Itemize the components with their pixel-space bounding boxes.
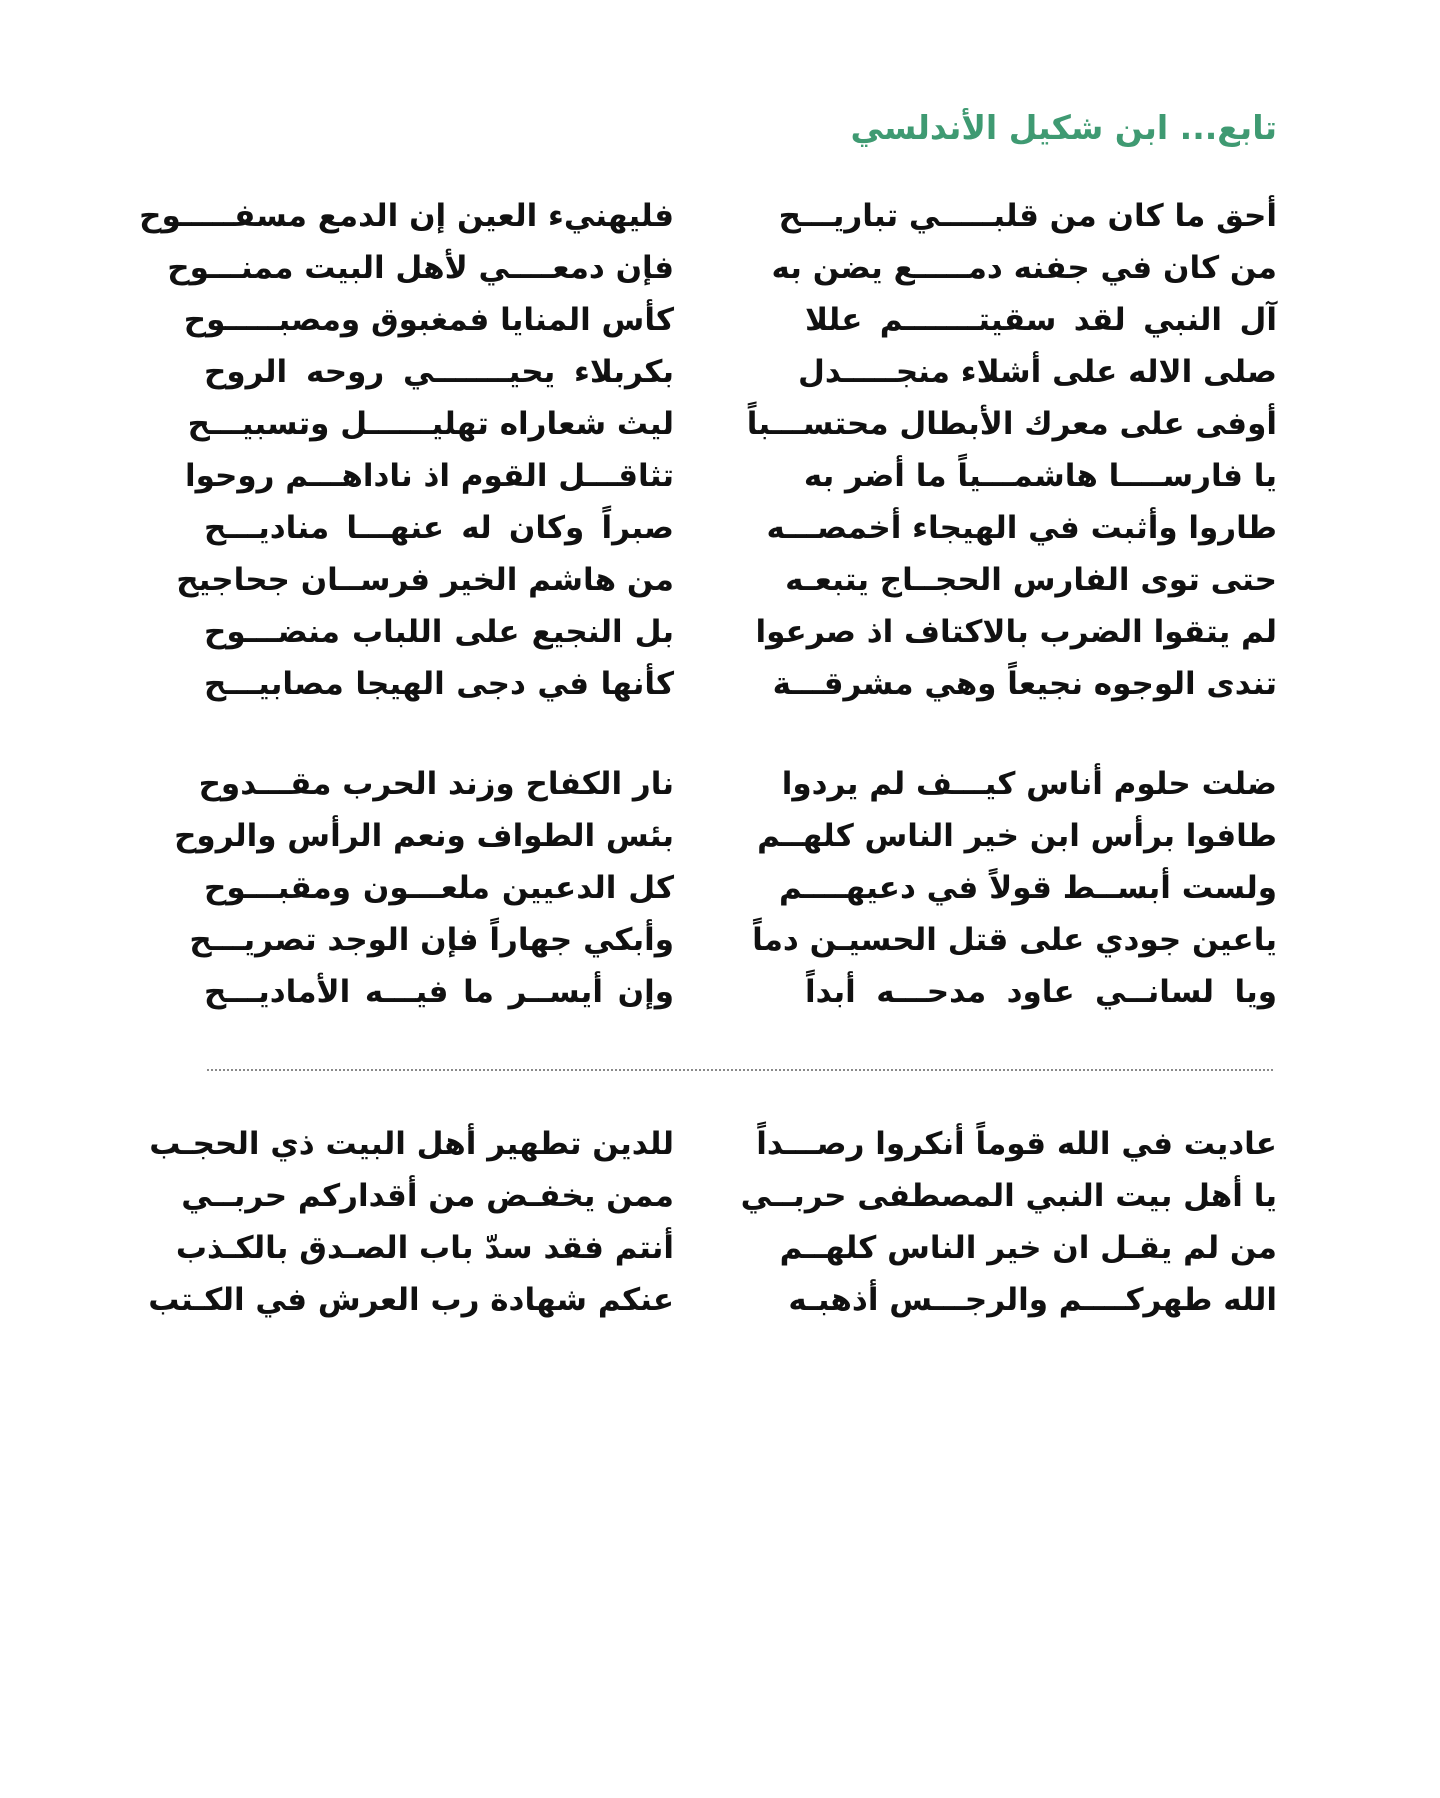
verse-first-hemistich: من كان في جفنه دمـــــع يضن به <box>771 250 1277 286</box>
verse-first-hemistich: أحق ما كان من قلبـــــي تباريـــح <box>778 198 1277 234</box>
verse-row <box>0 606 1440 658</box>
verse-row <box>0 502 1440 554</box>
verse-first-hemistich: أوفى على معرك الأبطال محتســـباً <box>746 406 1277 442</box>
verse-row <box>0 914 1440 966</box>
verse-first-hemistich: آل النبي لقد سقيتـــــــم عللا <box>805 302 1277 338</box>
verse-row <box>0 862 1440 914</box>
verse-first-hemistich: لم يتقوا الضرب بالاكتاف اذ صرعوا <box>755 614 1277 650</box>
verse-row <box>0 966 1440 1018</box>
verse-second-hemistich: وإن أيســر ما فيـــه الأماديـــح <box>204 974 674 1010</box>
verse-second-hemistich: نار الكفاح وزند الحرب مقـــدوح <box>198 766 674 802</box>
verse-first-hemistich: ياعين جودي على قتل الحسيـن دماً <box>752 922 1277 958</box>
verse-second-hemistich: أنتم فقد سدّ باب الصـدق بالكـذب <box>175 1230 674 1266</box>
page-title: تابع... ابن شكيل الأندلسي <box>850 108 1277 147</box>
verse-first-hemistich: عاديت في الله قوماً أنكروا رصـــداً <box>756 1126 1277 1162</box>
verse-row <box>0 658 1440 710</box>
verse-first-hemistich: ولست أبســط قولاً في دعيهــــم <box>778 870 1277 906</box>
verse-second-hemistich: كأس المنايا فمغبوق ومصبـــــوح <box>183 302 674 338</box>
verse-row <box>0 1170 1440 1222</box>
verse-row <box>0 758 1440 810</box>
verse-first-hemistich: ضلت حلوم أناس كيـــف لم يردوا <box>781 766 1277 802</box>
verse-first-hemistich: تندى الوجوه نجيعاً وهي مشرقـــة <box>772 666 1277 702</box>
verse-row <box>0 294 1440 346</box>
verse-first-hemistich: الله طهركــــم والرجـــس أذهبـه <box>788 1282 1277 1318</box>
verse-second-hemistich: فإن دمعــــي لأهل البيت ممنـــوح <box>167 250 674 286</box>
verse-first-hemistich: ويا لسانــي عاود مدحـــه أبداً <box>805 974 1277 1010</box>
verse-second-hemistich: صبراً وكان له عنهـــا مناديـــح <box>204 510 674 546</box>
verse-first-hemistich: طاروا وأثبت في الهيجاء أخمصـــه <box>766 510 1277 546</box>
verse-row <box>0 190 1440 242</box>
verse-second-hemistich: للدين تطهير أهل البيت ذي الحجـب <box>149 1126 674 1162</box>
verse-first-hemistich: من لم يقـل ان خير الناس كلهــم <box>779 1230 1277 1266</box>
verse-second-hemistich: وأبكي جهاراً فإن الوجد تصريـــح <box>189 922 674 958</box>
verse-row <box>0 450 1440 502</box>
verse-row <box>0 810 1440 862</box>
verse-row <box>0 242 1440 294</box>
verse-second-hemistich: بكربلاء يحيـــــــي روحه الروح <box>204 354 674 390</box>
stanza-1 <box>0 190 1440 710</box>
verse-first-hemistich: طافوا برأس ابن خير الناس كلهــم <box>757 818 1277 854</box>
verse-second-hemistich: كأنها في دجى الهيجا مصابيـــح <box>204 666 674 702</box>
verse-second-hemistich: بل النجيع على اللباب منضـــوح <box>204 614 674 650</box>
verse-row <box>0 554 1440 606</box>
verse-second-hemistich: من هاشم الخير فرســان جحاجيح <box>176 562 674 598</box>
stanza-3 <box>0 1118 1440 1326</box>
verse-second-hemistich: ليث شعاراه تهليــــــل وتسبيـــح <box>187 406 674 442</box>
verse-first-hemistich: يا أهل بيت النبي المصطفى حربــي <box>740 1178 1277 1214</box>
dotted-divider <box>207 1069 1273 1071</box>
verse-second-hemistich: تثاقـــل القوم اذ ناداهـــم روحوا <box>184 458 674 494</box>
verse-row <box>0 1274 1440 1326</box>
verse-row <box>0 346 1440 398</box>
verse-first-hemistich: يا فارســــا هاشمـــياً ما أضر به <box>803 458 1277 494</box>
verse-second-hemistich: بئس الطواف ونعم الرأس والروح <box>174 818 674 854</box>
stanza-2 <box>0 758 1440 1018</box>
verse-second-hemistich: عنكم شهادة رب العرش في الكـتب <box>148 1282 674 1318</box>
verse-first-hemistich: حتى توى الفارس الحجــاج يتبعـه <box>785 562 1277 598</box>
verse-row <box>0 398 1440 450</box>
verse-row <box>0 1118 1440 1170</box>
verse-first-hemistich: صلى الاله على أشلاء منجـــــدل <box>798 354 1277 390</box>
verse-second-hemistich: كل الدعيين ملعـــون ومقبـــوح <box>204 870 674 906</box>
verse-second-hemistich: فليهنيء العين إن الدمع مسفـــــوح <box>139 198 674 234</box>
verse-second-hemistich: ممن يخفـض من أقداركم حربــي <box>181 1178 674 1214</box>
verse-row <box>0 1222 1440 1274</box>
